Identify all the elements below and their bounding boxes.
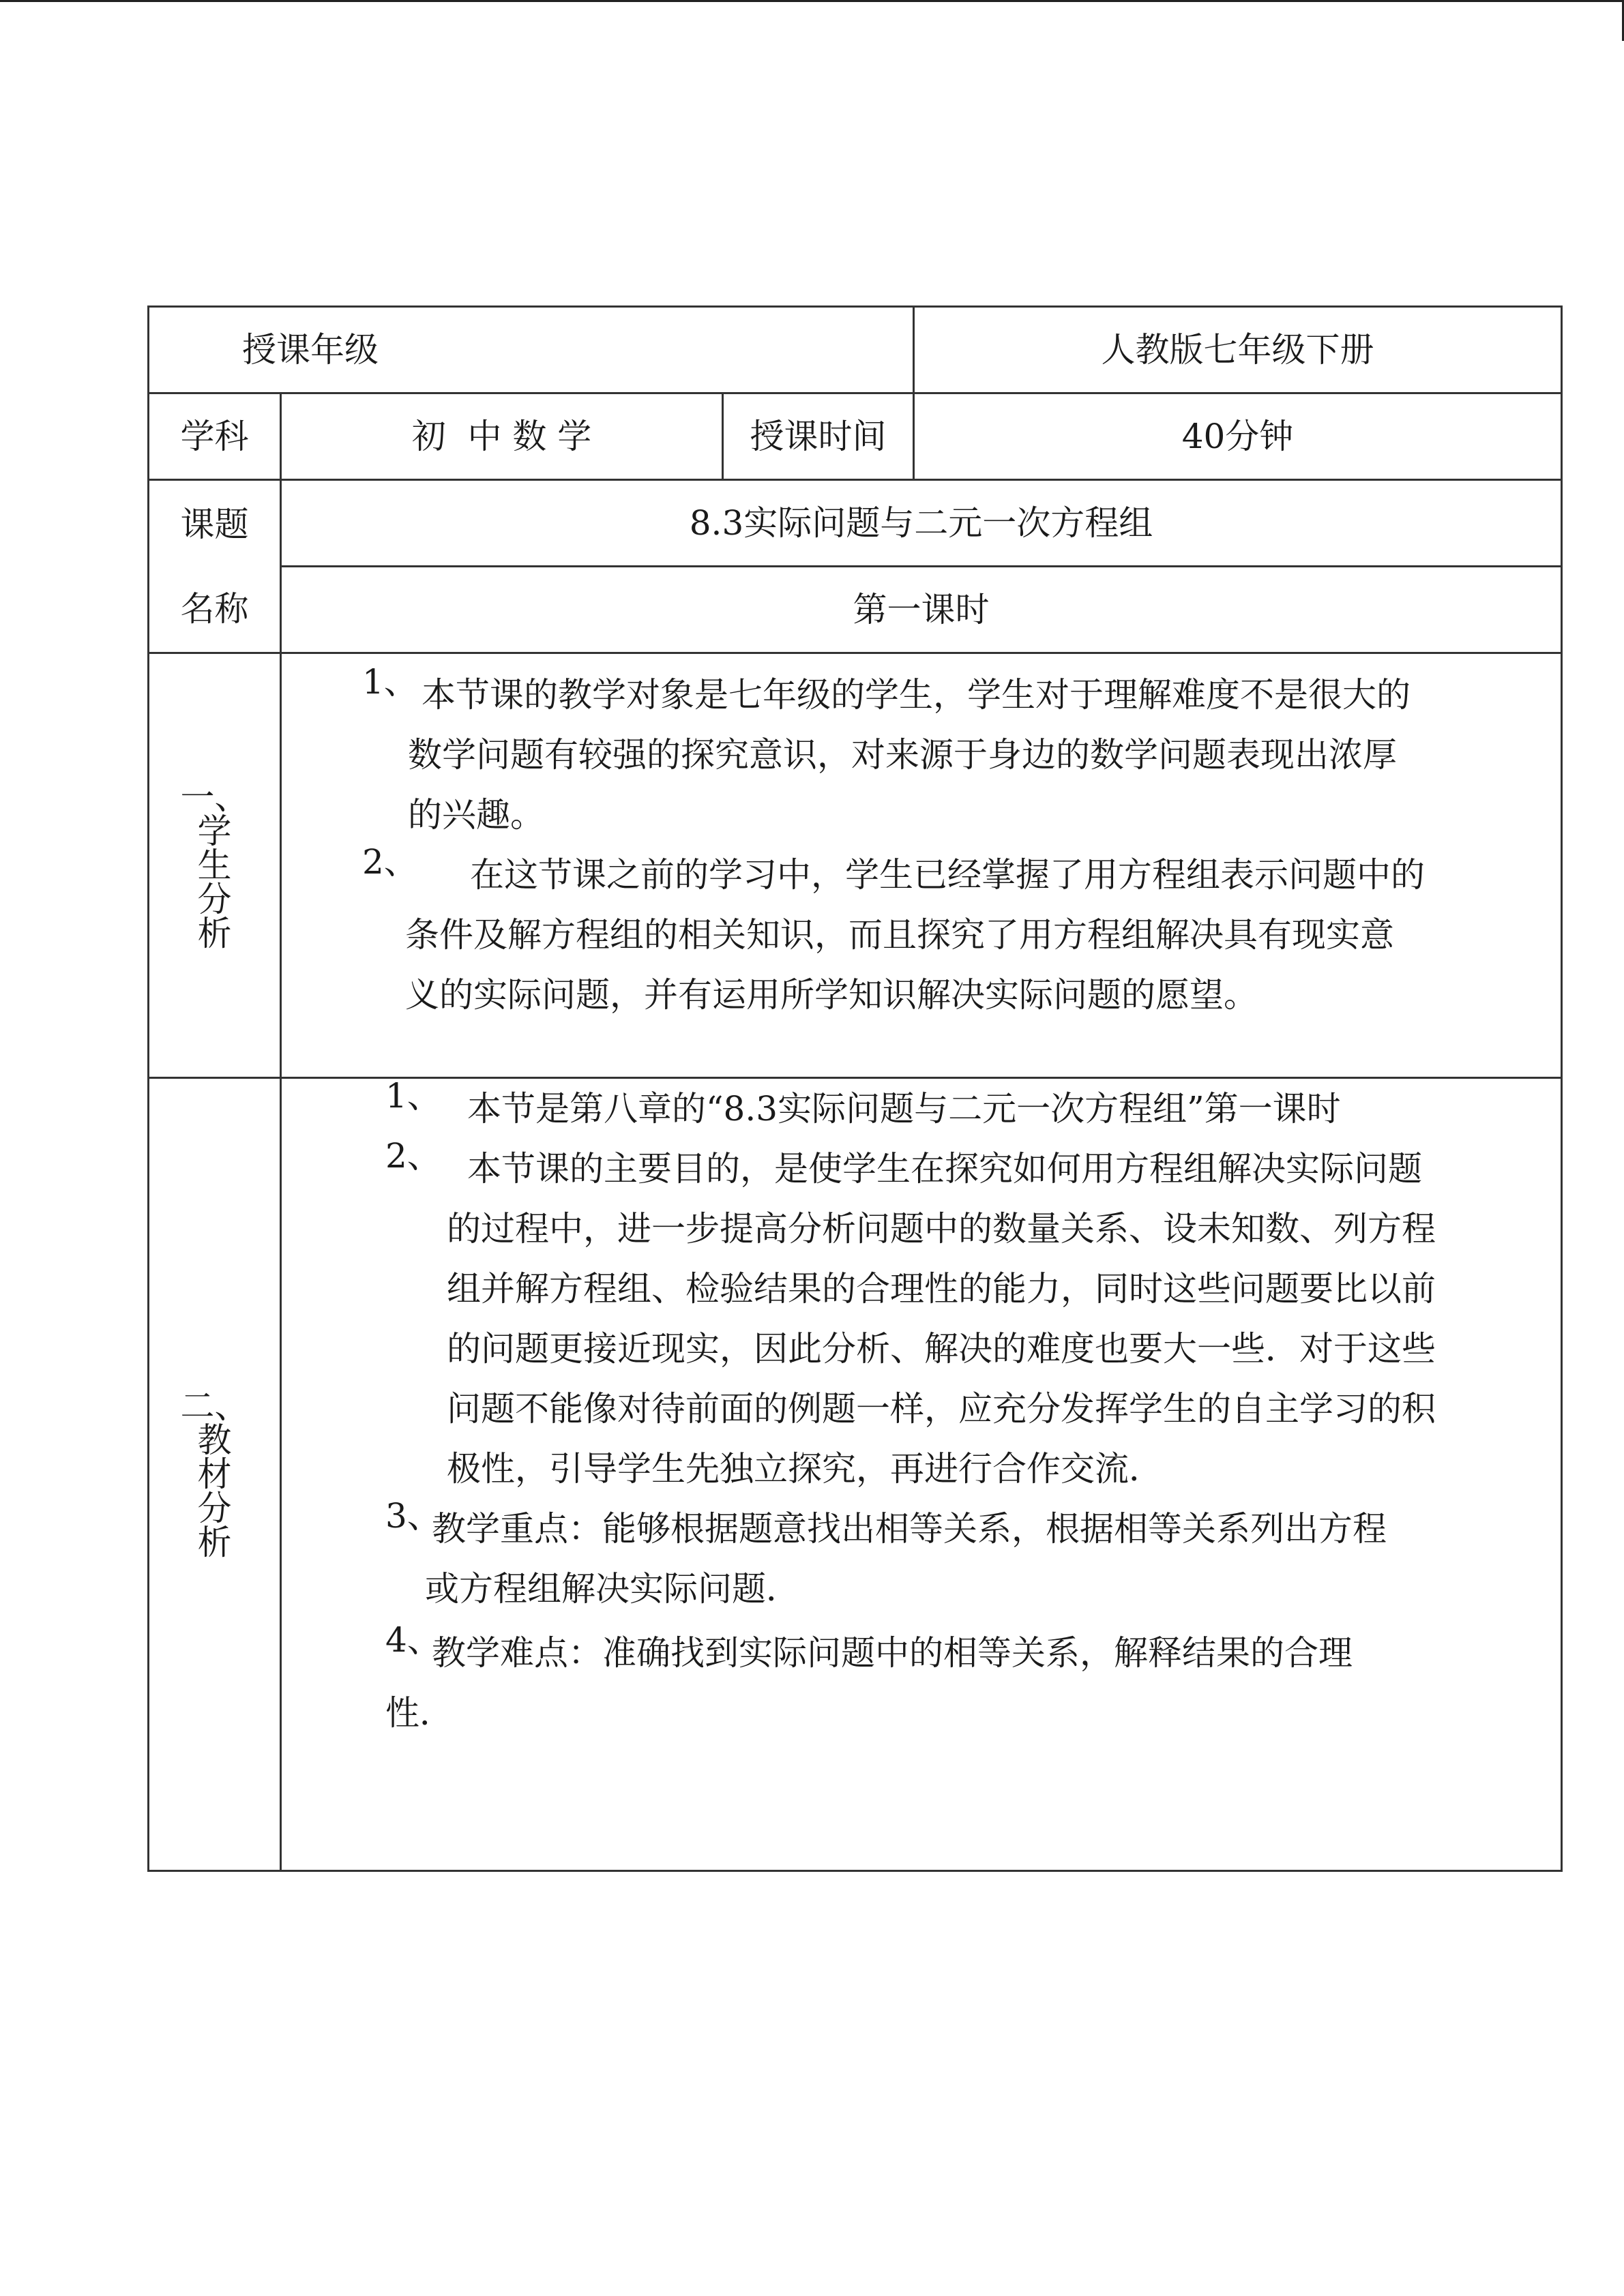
label-char: 材	[197, 1455, 232, 1494]
page-top-border	[0, 0, 1624, 2]
item-line: 本节课的教学对象是七年级的学生，学生对于理解难度不是很大的	[422, 675, 1411, 715]
list-item	[282, 1619, 1561, 1743]
label-char: 学	[197, 811, 232, 851]
label-char: 分	[197, 1489, 232, 1528]
item-number: 1、	[385, 1076, 441, 1116]
lesson-row	[149, 567, 1562, 653]
time-value: 40分钟	[914, 393, 1562, 480]
grade-row	[149, 307, 1562, 393]
time-label: 授课时间	[723, 393, 914, 480]
label-char: 分	[197, 880, 232, 919]
list-item	[282, 1496, 1561, 1619]
item-number: 3、	[385, 1496, 441, 1536]
item-line: 问题不能像对待前面的例题一样，应充分发挥学生的自主学习的积	[447, 1389, 1436, 1429]
label-char: 生	[197, 846, 232, 885]
grade-value: 人教版七年级下册	[914, 307, 1562, 393]
item-line: 教学难点：准确找到实际问题中的相等关系，解释结果的合理	[432, 1633, 1353, 1673]
student-analysis-content	[281, 653, 1562, 1078]
material-analysis-row	[149, 1078, 1562, 1871]
item-number: 2、	[362, 842, 418, 882]
item-line: 在这节课之前的学习中，学生已经掌握了用方程组表示问题中的	[470, 855, 1425, 895]
label-char: 析	[197, 914, 232, 953]
item-number: 2、	[385, 1136, 441, 1176]
list-item	[282, 842, 1561, 1025]
topic-label	[149, 480, 281, 653]
topic-label-line-1: 课题	[180, 504, 249, 544]
student-analysis-row	[149, 653, 1562, 1078]
list-item	[282, 1076, 1561, 1139]
label-char: 析	[197, 1523, 232, 1562]
item-line: 条件及解方程组的相关知识，而且探究了用方程组解决具有现实意	[405, 915, 1394, 955]
subject-label: 学科	[149, 393, 281, 480]
item-line: 或方程组解决实际问题．	[425, 1569, 800, 1609]
item-line: 的过程中，进一步提高分析问题中的数量关系、设未知数、列方程	[447, 1209, 1436, 1249]
item-line: 本节是第八章的“8.3实际问题与二元一次方程组”第一课时	[467, 1089, 1341, 1129]
item-line: 的兴趣。	[408, 795, 544, 835]
material-analysis-content	[281, 1078, 1562, 1871]
item-line: 极性，引导学生先独立探究，再进行合作交流．	[447, 1449, 1163, 1489]
grade-label: 授课年级	[149, 307, 914, 393]
label-char: 二、	[180, 1386, 249, 1426]
label-char: 一、	[180, 777, 249, 817]
topic-label-line-2: 名称	[180, 588, 249, 629]
topic-value: 8.3实际问题与二元一次方程组	[281, 480, 1562, 567]
lesson-plan-table	[147, 305, 1563, 1872]
item-line: 数学问题有较强的探究意识，对来源于身边的数学问题表现出浓厚	[408, 735, 1397, 775]
subject-row	[149, 393, 1562, 480]
topic-row	[149, 480, 1562, 567]
item-line: 组并解方程组、检验结果的合理性的能力，同时这些问题要比以前	[447, 1269, 1436, 1309]
list-item	[282, 662, 1561, 845]
student-analysis-label	[149, 653, 281, 1078]
item-number: 1、	[362, 662, 418, 702]
item-line: 义的实际问题，并有运用所学知识解决实际问题的愿望。	[405, 975, 1258, 1015]
material-analysis-label	[149, 1078, 281, 1871]
lesson-value: 第一课时	[281, 567, 1562, 653]
item-line: 的问题更接近现实，因此分析、解决的难度也要大一些．对于这些	[447, 1329, 1436, 1369]
item-line: 性．	[385, 1693, 454, 1733]
item-number: 4、	[385, 1620, 441, 1660]
item-line: 教学重点：能够根据题意找出相等关系，根据相等关系列出方程	[432, 1509, 1387, 1549]
list-item	[282, 1136, 1561, 1499]
subject-value: 初 中 数 学	[281, 393, 723, 480]
item-line: 本节课的主要目的，是使学生在探究如何用方程组解决实际问题	[467, 1149, 1422, 1189]
label-char: 教	[197, 1420, 232, 1460]
